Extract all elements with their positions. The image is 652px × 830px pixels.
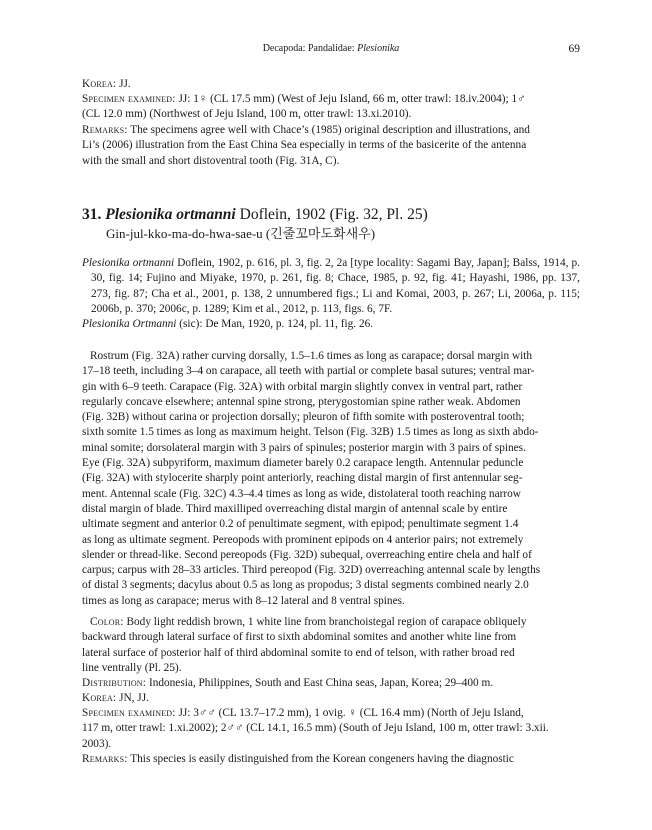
description-line: regularly concave elsewhere; antennal spine strong, pterygostomian spine rather weak. Abdomen bbox=[82, 395, 521, 408]
description-line: sixth somite 1.5 times as long as maximum height. Telson (Fig. 32B) 1.5 times as long as sixth abdo- bbox=[82, 426, 539, 439]
running-head-genus: Plesionika bbox=[357, 43, 400, 54]
color-paragraph bbox=[82, 615, 580, 676]
prev-remarks-line: with the small and short distoventral tooth (Fig. 31A, C). bbox=[82, 154, 340, 167]
synonymy-text: 137, 273, fig. 87; Cha et al., 2001, p. 138, 2 unnumbered figs.; Li and Komai, 2003, p. 267; Li, 2006a, bbox=[91, 272, 581, 300]
color-text: Body light reddish brown, 1 white line from branchoistegal region of carapace obliquely bbox=[126, 616, 527, 628]
synonymy-name: Plesionika Ortmanni bbox=[82, 318, 177, 331]
distribution-label: Distribution: bbox=[82, 677, 147, 689]
remarks-paragraph bbox=[82, 752, 580, 767]
synonymy-text: Doflein, 1902, p. 616, pl. 3, fig. 2, 2a [type locality: Sagami Bay, Japan]; Balss, 1914, bbox=[174, 257, 569, 269]
specimen-text: 117 m, otter trawl: 1.xi.2002); 2♂♂ (CL 14.1, 16.5 mm) (South of Jeju Island, 100 m, otter trawl: 3.xii. bbox=[82, 722, 549, 735]
prev-remarks-label: Remarks: bbox=[82, 124, 128, 136]
synonymy-entry bbox=[82, 317, 580, 332]
description-line: as long as ultimate segment. Pereopods with prominent epipods on 4 anterior pairs; not extremely bbox=[82, 533, 524, 546]
vernacular-name: Gin-jul-kko-ma-do-hwa-sae-u (긴줄꼬마도화새우) bbox=[106, 226, 376, 241]
color-text: lateral surface of posterior half of third abdominal somite to end of telson, with rather broad red bbox=[82, 646, 515, 659]
korea-paragraph bbox=[82, 691, 580, 706]
prev-specimen-label: Specimen examined: bbox=[82, 93, 176, 105]
description-line: slender or thread-like. Second pereopods (Fig. 32D) subequal, overreaching entire chela and half of bbox=[82, 548, 532, 561]
color-text: backward through lateral surface of first to sixth abdominal somites and another white line from bbox=[82, 631, 517, 644]
korea-label: Korea: bbox=[82, 692, 117, 704]
specimen-label: Specimen examined: bbox=[82, 707, 176, 719]
running-head-prefix: Decapoda: Pandalidae: bbox=[262, 43, 358, 54]
description-line: ment. Antennal scale (Fig. 32C) 4.3–4.4 times as long as wide, distolateral tooth reaching narrow bbox=[82, 487, 521, 500]
description-line: ultimate segment and anterior 0.2 of penultimate segment, with epipod; penultimate segment 1.4 bbox=[82, 518, 519, 531]
remarks-label: Remarks: bbox=[82, 753, 128, 765]
description-line: Rostrum (Fig. 32A) rather curving dorsally, 1.5–1.6 times as long as carapace; dorsal margin with bbox=[90, 350, 533, 362]
description-line: of distal 3 segments; dacylus about 0.5 as long as propodus; 3 distal segments combined nearly 2.0 bbox=[82, 579, 529, 592]
description-line: carpus; carpus with 28–33 articles. Third pereopod (Fig. 32D) overreaching antennal scale by lengths bbox=[82, 564, 541, 577]
description-line: gin with 6–9 teeth. Carapace (Fig. 32A) with orbital margin slightly convex in ventral part, rather bbox=[82, 380, 523, 393]
synonymy-text: p. 115; 2006b, p. 370; 2006c, p. 1289; Kim et al., 2012, p. 113, figs. 6, 7F. bbox=[91, 287, 581, 315]
running-head bbox=[82, 43, 580, 57]
description-line: (Fig. 32B) without carina or projection dorsally; pleuron of fifth somite with posteroventral tooth; bbox=[82, 411, 525, 424]
prev-remarks-paragraph bbox=[82, 123, 580, 169]
distribution-paragraph bbox=[82, 676, 580, 691]
synonymy-text: (sic): De Man, 1920, p. 124, pl. 11, fig. 26. bbox=[176, 318, 374, 331]
synonymy-name: Plesionika ortmanni bbox=[82, 257, 175, 269]
description-line: distal margin of blade. Third maxilliped overreaching distal margin of antennal scale by entire bbox=[82, 502, 508, 515]
species-author-year: Doflein, 1902 (Fig. 32, Pl. 25) bbox=[239, 206, 428, 223]
korea-text: JN, JJ. bbox=[119, 692, 149, 704]
description-paragraph bbox=[82, 349, 580, 609]
description-line: 17–18 teeth, including 3–4 on carapace, all teeth with partial or complete basal sutures; ventral mar- bbox=[82, 365, 535, 378]
species-scientific-name: Plesionika ortmanni bbox=[105, 206, 236, 223]
remarks-text: This species is easily distinguished from the Korean congeners having the diagnostic bbox=[130, 753, 514, 765]
running-head-title bbox=[82, 43, 580, 54]
prev-specimen-line: (CL 12.0 mm) (Northwest of Jeju Island, 100 m, otter trawl: 13.xi.2010). bbox=[82, 108, 412, 121]
prev-korea-label: Korea: bbox=[82, 78, 117, 90]
species-number: 31. bbox=[82, 206, 102, 223]
prev-korea-text: JJ. bbox=[119, 78, 131, 90]
description-line: minal somite; dorsolateral margin with 3 pairs of spinules; posterior margin with 3 pairs of spines. bbox=[82, 441, 526, 454]
specimen-text: JJ: 3♂♂ (CL 13.7–17.2 mm), 1 ovig. ♀ (CL 16.4 mm) (North of Jeju Island, bbox=[178, 707, 524, 719]
specimen-text: 2003). bbox=[82, 737, 112, 750]
synonymy-entry bbox=[82, 256, 580, 317]
prev-remarks-line: The specimens agree well with Chace’s (1985) original description and illustrations, and bbox=[130, 124, 530, 136]
synonymy-text: p. 30, fig. 14; Fujino and Miyake, 1970, p. 261, fig. 8; Chace, 1985, p. 92, fig. 41; Hayashi, 1986, pp. bbox=[91, 257, 580, 285]
distribution-text: Indonesia, Philippines, South and East China seas, Japan, Korea; 29–400 m. bbox=[148, 677, 494, 689]
prev-specimen-line: JJ: 1♀ (CL 17.5 mm) (West of Jeju Island, 66 m, otter trawl: 18.iv.2004); 1♂ bbox=[178, 93, 526, 105]
description-line: (Fig. 32A) with stylocerite sharply point anteriorly, reaching distal margin of first antennular seg- bbox=[82, 472, 523, 485]
prev-specimen-paragraph bbox=[82, 92, 580, 123]
specimen-paragraph bbox=[82, 706, 580, 752]
description-line: times as long as carapace; merus with 8–12 lateral and 8 ventral spines. bbox=[82, 594, 405, 607]
synonymy-block bbox=[82, 256, 580, 332]
color-text: line ventrally (Pl. 25). bbox=[82, 661, 182, 674]
color-label: Color: bbox=[90, 616, 124, 628]
prev-remarks-line: Li’s (2006) illustration from the East China Sea especially in terms of the basicerite of the antenna bbox=[82, 139, 527, 152]
species-heading bbox=[82, 206, 428, 224]
page-number: 69 bbox=[568, 43, 580, 55]
description-line: Eye (Fig. 32A) subpyriform, maximum diameter barely 0.2 carapace length. Antennular peduncle bbox=[82, 457, 524, 470]
prev-korea-paragraph bbox=[82, 77, 580, 92]
